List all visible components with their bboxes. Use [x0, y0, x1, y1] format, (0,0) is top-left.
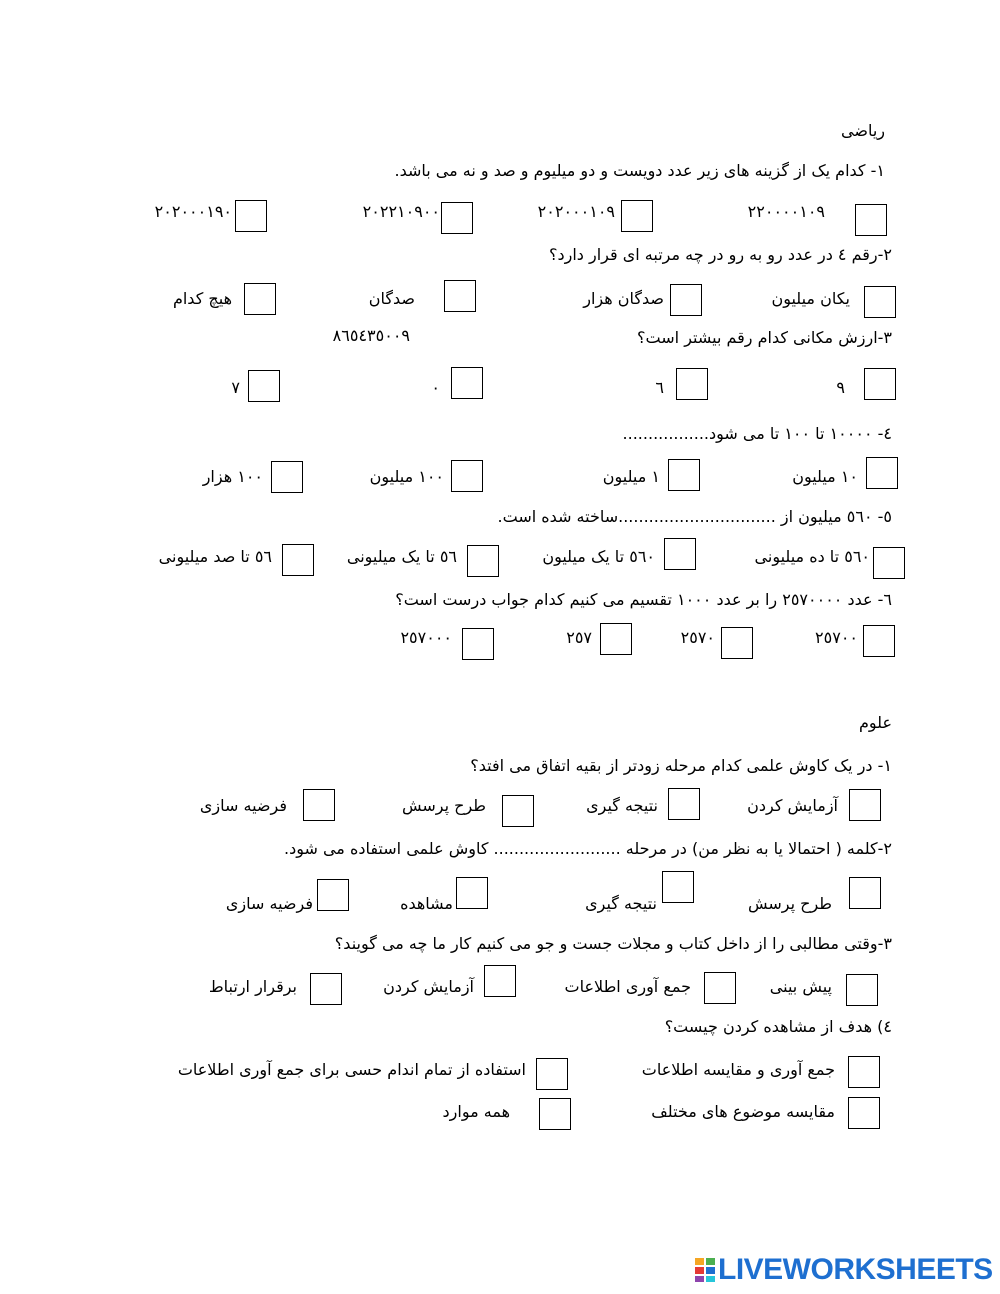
science-q1-option3-label: طرح پرسش: [401, 796, 486, 815]
science-q2-option1-checkbox[interactable]: [849, 877, 881, 909]
science-q3-text: ۳-وقتی مطالبی را از داخل کتاب و مجلات جست و جو می کنیم کار ما چه می گویند؟: [334, 934, 892, 953]
math-q4-option1-label: ۱۰ میلیون: [792, 467, 858, 486]
math-q4-option4-label: ۱۰۰ هزار: [202, 467, 263, 486]
math-q3-option3-label: ۰: [431, 378, 440, 397]
math-q6-text: ٦- عدد ۲٥۷۰۰۰۰ را بر عدد ۱۰۰۰ تقسیم می کنیم کدام جواب درست است؟: [395, 590, 892, 609]
math-q1-option2-checkbox[interactable]: [621, 200, 653, 232]
math-q2-option3-label: صدگان: [368, 289, 415, 308]
math-q4-option2-checkbox[interactable]: [668, 459, 700, 491]
math-q5-option2-checkbox[interactable]: [664, 538, 696, 570]
science-title: علوم: [858, 713, 892, 732]
math-q4-option4-checkbox[interactable]: [271, 461, 303, 493]
math-q5-option3-checkbox[interactable]: [467, 545, 499, 577]
math-q3-option2-label: ٦: [655, 378, 664, 397]
math-q1-option4-label: ۲۰۲۰۰۰۱۹۰: [154, 202, 232, 221]
math-q6-option2-label: ۲٥۷۰: [680, 628, 715, 647]
math-q2-option2-checkbox[interactable]: [670, 284, 702, 316]
math-q5-option4-label: ٥٦ تا صد میلیونی: [158, 547, 272, 566]
science-q1-option1-checkbox[interactable]: [849, 789, 881, 821]
math-q6-option4-checkbox[interactable]: [462, 628, 494, 660]
math-q3-option4-label: ۷: [231, 378, 240, 397]
math-q4-option3-checkbox[interactable]: [451, 460, 483, 492]
math-q3-option2-checkbox[interactable]: [676, 368, 708, 400]
math-q1-option3-checkbox[interactable]: [441, 202, 473, 234]
science-q4-text: ٤) هدف از مشاهده کردن چیست؟: [664, 1017, 892, 1036]
math-q1-option4-checkbox[interactable]: [235, 200, 267, 232]
math-q4-option2-label: ۱ میلیون: [602, 467, 660, 486]
science-q1-option2-label: نتیجه گیری: [586, 796, 658, 815]
science-q1-option2-checkbox[interactable]: [668, 788, 700, 820]
science-q4-option3-checkbox[interactable]: [848, 1097, 880, 1129]
math-q4-text: ٤- ۱۰۰۰۰ تا ۱۰۰ تا می شود.................: [622, 424, 892, 443]
science-q4-option1-label: جمع آوری و مقایسه اطلاعات: [641, 1060, 835, 1079]
science-q1-option1-label: آزمایش کردن: [747, 796, 838, 815]
science-q3-option4-checkbox[interactable]: [310, 973, 342, 1005]
math-q6-option3-checkbox[interactable]: [600, 623, 632, 655]
math-q3-option1-checkbox[interactable]: [864, 368, 896, 400]
science-q2-option3-checkbox[interactable]: [456, 877, 488, 909]
science-q3-option3-checkbox[interactable]: [484, 965, 516, 997]
science-q2-option2-checkbox[interactable]: [662, 871, 694, 903]
science-q1-option4-checkbox[interactable]: [303, 789, 335, 821]
math-q4-option3-label: ۱۰۰ میلیون: [369, 467, 444, 486]
math-q5-text: ٥- ٥٦۰ میلیون از ...............................ساخته شده است.: [497, 507, 892, 526]
science-q3-option1-checkbox[interactable]: [846, 974, 878, 1006]
science-q4-option4-label: همه موارد: [442, 1102, 510, 1121]
science-q1-text: ۱- در یک کاوش علمی کدام مرحله زودتر از بقیه اتفاق می افتد؟: [470, 756, 892, 775]
science-q2-option4-checkbox[interactable]: [317, 879, 349, 911]
science-q4-option2-label: استفاده از تمام اندام حسی برای جمع آوری اطلاعات: [177, 1060, 526, 1079]
math-q2-option4-label: هیچ کدام: [172, 289, 232, 308]
science-q4-option4-checkbox[interactable]: [539, 1098, 571, 1130]
math-q2-option4-checkbox[interactable]: [244, 283, 276, 315]
science-q3-option3-label: آزمایش کردن: [383, 977, 474, 996]
science-q1-option4-label: فرضیه سازی: [199, 796, 287, 815]
science-q3-option1-label: پیش بینی: [769, 977, 832, 996]
math-q3-option3-checkbox[interactable]: [451, 367, 483, 399]
math-q3-option1-label: ۹: [836, 378, 845, 397]
math-q2-option1-checkbox[interactable]: [864, 286, 896, 318]
science-q1-option3-checkbox[interactable]: [502, 795, 534, 827]
math-q5-option1-label: ٥٦۰ تا ده میلیونی: [754, 547, 870, 566]
math-q4-option1-checkbox[interactable]: [866, 457, 898, 489]
math-q1-text: ۱- کدام یک از گزینه های زیر عدد دویست و دو میلیوم و صد و نه می باشد.: [394, 161, 885, 180]
science-q2-option2-label: نتیجه گیری: [585, 894, 657, 913]
math-q2-option3-checkbox[interactable]: [444, 280, 476, 312]
math-q3-text: ۳-ارزش مکانی کدام رقم بیشتر است؟: [637, 328, 892, 347]
math-q5-option2-label: ٥٦۰ تا یک میلیون: [542, 547, 655, 566]
math-title: ریاضی: [841, 121, 885, 140]
math-q5-option4-checkbox[interactable]: [282, 544, 314, 576]
math-q2-option1-label: یکان میلیون: [771, 289, 850, 308]
science-q3-option4-label: برقرار ارتباط: [208, 977, 297, 996]
math-q2-text: ۲-رقم ٤ در عدد رو به رو در چه مرتبه ای قرار دارد؟: [549, 245, 892, 264]
liveworksheets-wordmark: LIVEWORKSHEETS: [718, 1253, 993, 1286]
science-q2-text: ۲-کلمه ( احتمالا یا به نظر من) در مرحله ......................... کاوش علمی استفاده می شود.: [283, 839, 892, 858]
liveworksheets-logo-icon: [694, 1257, 716, 1283]
science-q2-option3-label: مشاهده: [400, 894, 453, 913]
math-q2-option2-label: صدگان هزار: [583, 289, 664, 308]
science-q2-option1-label: طرح پرسش: [747, 894, 832, 913]
science-q3-option2-checkbox[interactable]: [704, 972, 736, 1004]
math-q6-option3-label: ۲٥۷: [566, 628, 592, 647]
math-q5-option3-label: ٥٦ تا یک میلیونی: [346, 547, 457, 566]
science-q3-option2-label: جمع آوری اطلاعات: [564, 977, 691, 996]
math-q1-option1-label: ۲۲۰۰۰۰۱۰۹: [747, 202, 825, 221]
math-q6-option1-label: ۲٥۷۰۰: [815, 628, 858, 647]
math-q3-option4-checkbox[interactable]: [248, 370, 280, 402]
math-q5-option1-checkbox[interactable]: [873, 547, 905, 579]
science-q4-option1-checkbox[interactable]: [848, 1056, 880, 1088]
math-q6-option1-checkbox[interactable]: [863, 625, 895, 657]
math-q3-number: ۸٦٥٤۳٥۰۰۹: [332, 326, 410, 345]
math-q6-option2-checkbox[interactable]: [721, 627, 753, 659]
science-q4-option2-checkbox[interactable]: [536, 1058, 568, 1090]
science-q4-option3-label: مقایسه موضوع های مختلف: [651, 1102, 835, 1121]
science-q2-option4-label: فرضیه سازی: [225, 894, 313, 913]
math-q1-option3-label: ۲۰۲۲۱۰۹۰۰: [362, 202, 440, 221]
math-q1-option1-checkbox[interactable]: [855, 204, 887, 236]
math-q6-option4-label: ۲٥۷۰۰۰: [400, 628, 452, 647]
liveworksheets-brand[interactable]: [694, 1255, 993, 1285]
math-q1-option2-label: ۲۰۲۰۰۰۱۰۹: [537, 202, 615, 221]
